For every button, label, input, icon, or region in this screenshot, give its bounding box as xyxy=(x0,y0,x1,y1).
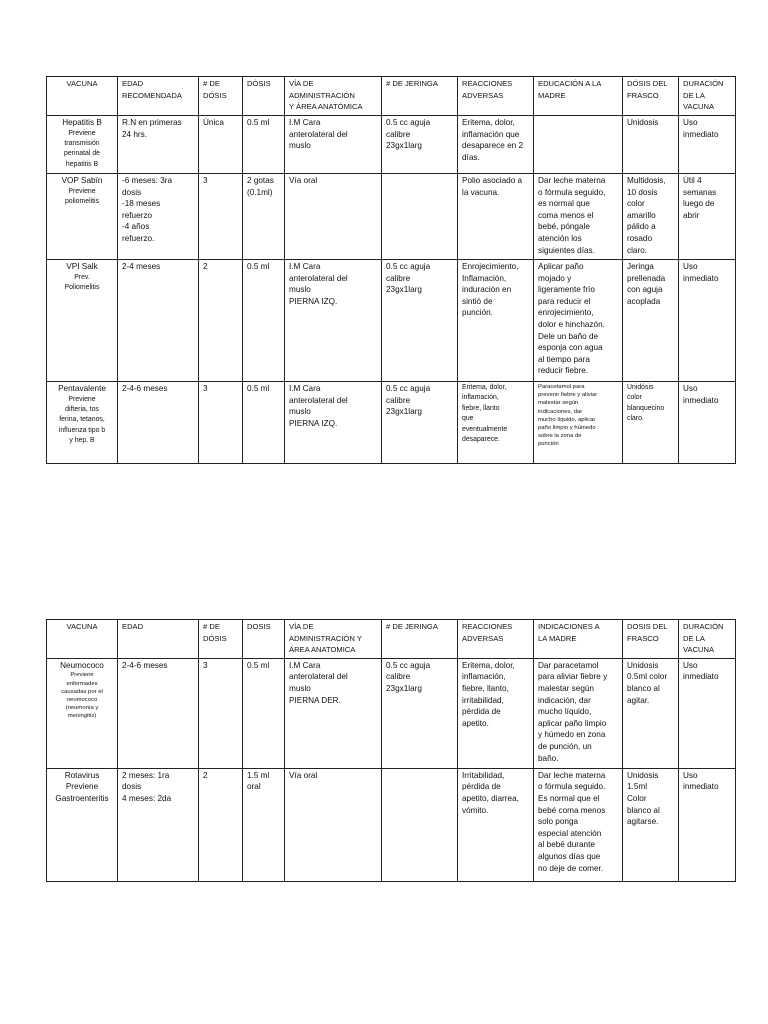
cell-jeringa: 0.5 cc aguja calibre 23gx1larg xyxy=(382,116,458,174)
header-cell-frasco: DÓSIS DEL FRASCO xyxy=(623,77,679,116)
cell-num-dosis: 2 xyxy=(199,768,243,881)
table-row xyxy=(47,658,736,768)
cell-frasco: Unidosis 0.5ml color blanco al agitar. xyxy=(623,658,679,768)
cell-via: Vía oral xyxy=(285,768,382,881)
header-cell-jeringa: # DE JERINGA xyxy=(382,77,458,116)
cell-reacciones: Eritema, dolor, inflamación, fiebre, llanto, irritabilidad, pérdida de apetito. xyxy=(458,658,534,768)
cell-num-dosis: 3 xyxy=(199,382,243,464)
vaccine-name: Hepatitis B xyxy=(62,118,102,127)
table-row xyxy=(47,382,736,464)
cell-num-dosis: 3 xyxy=(199,658,243,768)
cell-reacciones: Irritabilidad, pérdida de apetito, diarrea, vómito. xyxy=(458,768,534,881)
cell-vacuna xyxy=(47,658,118,768)
cell-edad: 2 meses: 1ra dosis 4 meses: 2da xyxy=(118,768,199,881)
cell-edad: 2-4 meses xyxy=(118,260,199,382)
cell-reacciones: Polio asociado a la vacuna. xyxy=(458,174,534,260)
cell-dosis: 0.5 ml xyxy=(243,260,285,382)
cell-vacuna xyxy=(47,260,118,382)
cell-educacion: Aplicar paño mojado y ligeramente frío para reducir el enrojecimiento, dolor e hinchazón. Dele un baño de esponja con agua al tiempo para reducir fiebre. xyxy=(534,260,623,382)
cell-vacuna xyxy=(47,174,118,260)
header-cell-duracion: DURACIÓN DE LA VACUNA xyxy=(679,620,736,659)
cell-duracion: Uso inmediato xyxy=(679,260,736,382)
cell-frasco: Jeringa prellenada con aguja acoplada xyxy=(623,260,679,382)
header-cell-reacciones: REACCIONES ADVERSAS xyxy=(458,77,534,116)
header-cell-num-dosis: # DE DÓSIS xyxy=(199,620,243,659)
vaccine-name: Rotavirus xyxy=(64,770,100,780)
table-row xyxy=(47,260,736,382)
vaccine-description: Previene Gastroenteritis xyxy=(55,782,109,803)
cell-vacuna xyxy=(47,116,118,174)
table-row xyxy=(47,116,736,174)
header-cell-duracion: DURACIÓN DE LA VACUNA xyxy=(679,77,736,116)
cell-via: I.M Cara anterolateral del muslo PIERNA IZQ. xyxy=(285,260,382,382)
header-cell-dosis: DOSIS xyxy=(243,620,285,659)
cell-dosis: 2 gotas (0.1ml) xyxy=(243,174,285,260)
header-cell-dosis: DÓSIS xyxy=(243,77,285,116)
cell-duracion: Uso inmediato xyxy=(679,382,736,464)
cell-frasco: Multidosis, 10 dosis color amarillo pálido a rosado claro. xyxy=(623,174,679,260)
cell-duracion: Uso inmediato xyxy=(679,768,736,881)
header-cell-via: VÍA DE ADMINISTRACIÓN Y ÁREA ANATOMICA xyxy=(285,620,382,659)
vaccine-name: VOP Sabín xyxy=(61,176,103,185)
header-cell-frasco: DOSIS DEL FRASCO xyxy=(623,620,679,659)
header-cell-reacciones: REACCIONES ADVERSAS xyxy=(458,620,534,659)
table-header-row xyxy=(47,620,736,659)
header-cell-indicaciones: INDICACIONES A LA MADRE xyxy=(534,620,623,659)
cell-num-dosis: Única xyxy=(199,116,243,174)
cell-via: Vía oral xyxy=(285,174,382,260)
cell-edad: 2-4-6 meses xyxy=(118,382,199,464)
cell-jeringa: 0.5 cc aguja calibre 23gx1larg xyxy=(382,658,458,768)
cell-via: I.M Cara anterolateral del muslo PIERNA IZQ. xyxy=(285,382,382,464)
cell-frasco: Unidosis 1.5ml Color blanco al agitarse. xyxy=(623,768,679,881)
cell-edad: -6 meses: 3ra dosis -18 meses refuerzo -4 años refuerzo. xyxy=(118,174,199,260)
cell-educacion: Dar leche materna o fórmula seguido, es normal que coma menos el bebé, póngale atención los siguientes días. xyxy=(534,174,623,260)
cell-via: I.M Cara anterolateral del muslo xyxy=(285,116,382,174)
cell-edad: 2-4-6 meses xyxy=(118,658,199,768)
cell-via: I.M Cara anterolateral del muslo PIERNA DER. xyxy=(285,658,382,768)
header-cell-educacion: EDUCACIÓN A LA MADRE xyxy=(534,77,623,116)
header-cell-vacuna: VACUNA xyxy=(47,620,118,659)
cell-jeringa xyxy=(382,174,458,260)
vaccine-name: Neumococo xyxy=(60,660,104,670)
vaccine-description: Previene transmisión perinatal de hepatitis B xyxy=(63,129,100,168)
cell-duracion: Uso inmediato xyxy=(679,116,736,174)
table-header-row xyxy=(47,77,736,116)
cell-reacciones: Eritema, dolor, inflamación, fiebre, llanto que eventualmente desaparece. xyxy=(458,382,534,464)
cell-num-dosis: 2 xyxy=(199,260,243,382)
cell-reacciones: Enrojecimiento, Inflamación, induración en sintió de punción. xyxy=(458,260,534,382)
cell-jeringa xyxy=(382,768,458,881)
cell-educacion: Paracetamol para prevenir fiebre y aliviar malestar según indicaciones, dar mucho líquido, aplicar paño limpio y húmedo sobre la zona de punción xyxy=(534,382,623,464)
cell-duracion: Uso inmediato xyxy=(679,658,736,768)
cell-jeringa: 0.5 cc aguja calibre 23gx1larg xyxy=(382,382,458,464)
vaccine-table-1 xyxy=(46,76,736,464)
header-cell-via: VÍA DE ADMINISTRACIÓN Y ÁREA ANATÓMICA xyxy=(285,77,382,116)
vaccine-name: Pentavalente xyxy=(58,384,106,393)
vaccine-description: Previene enfermades causadas por el neumococo (neumonía y meningitis) xyxy=(61,672,103,720)
cell-edad: R.N en primeras 24 hrs. xyxy=(118,116,199,174)
cell-jeringa: 0.5 cc aguja calibre 23gx1larg xyxy=(382,260,458,382)
header-cell-edad: EDAD xyxy=(118,620,199,659)
vaccine-table-2 xyxy=(46,619,736,882)
cell-dosis: 1.5 ml oral xyxy=(243,768,285,881)
cell-num-dosis: 3 xyxy=(199,174,243,260)
header-cell-num-dosis: # DE DÓSIS xyxy=(199,77,243,116)
cell-indicaciones: Dar paracetamol para aliviar fiebre y malestar según indicación, dar mucho líquido, aplicar paño limpio y húmedo en zona de punción, un baño. xyxy=(534,658,623,768)
header-cell-edad: EDAD RECOMENDADA xyxy=(118,77,199,116)
vaccine-description: Previene difteria, tos ferina, tetanos, influenza tipo b y hep. B xyxy=(58,395,106,445)
cell-educacion xyxy=(534,116,623,174)
table-row xyxy=(47,768,736,881)
cell-dosis: 0.5 ml xyxy=(243,658,285,768)
cell-vacuna xyxy=(47,382,118,464)
cell-duracion: Útil 4 semanas luego de abrir xyxy=(679,174,736,260)
cell-frasco: Unidósis color blanquecino claro. xyxy=(623,382,679,464)
cell-vacuna xyxy=(47,768,118,881)
vaccine-description: Prev. Poliomelitis xyxy=(64,273,100,291)
cell-dosis: 0.5 ml xyxy=(243,382,285,464)
vaccine-name: VPI Salk xyxy=(66,262,98,271)
cell-reacciones: Eritema, dolor, inflamación que desaparece en 2 días. xyxy=(458,116,534,174)
cell-dosis: 0.5 ml xyxy=(243,116,285,174)
cell-indicaciones: Dar leche materna o fórmula seguido. Es normal que el bebé coma menos solo ponga especial atención al bebé durante algunos días que no deje de comer. xyxy=(534,768,623,881)
header-cell-vacuna: VACUNA xyxy=(47,77,118,116)
header-cell-jeringa: # DE JERINGA xyxy=(382,620,458,659)
cell-frasco: Unidosis xyxy=(623,116,679,174)
table-row xyxy=(47,174,736,260)
vaccine-description: Previene poliomelitis xyxy=(64,187,100,205)
